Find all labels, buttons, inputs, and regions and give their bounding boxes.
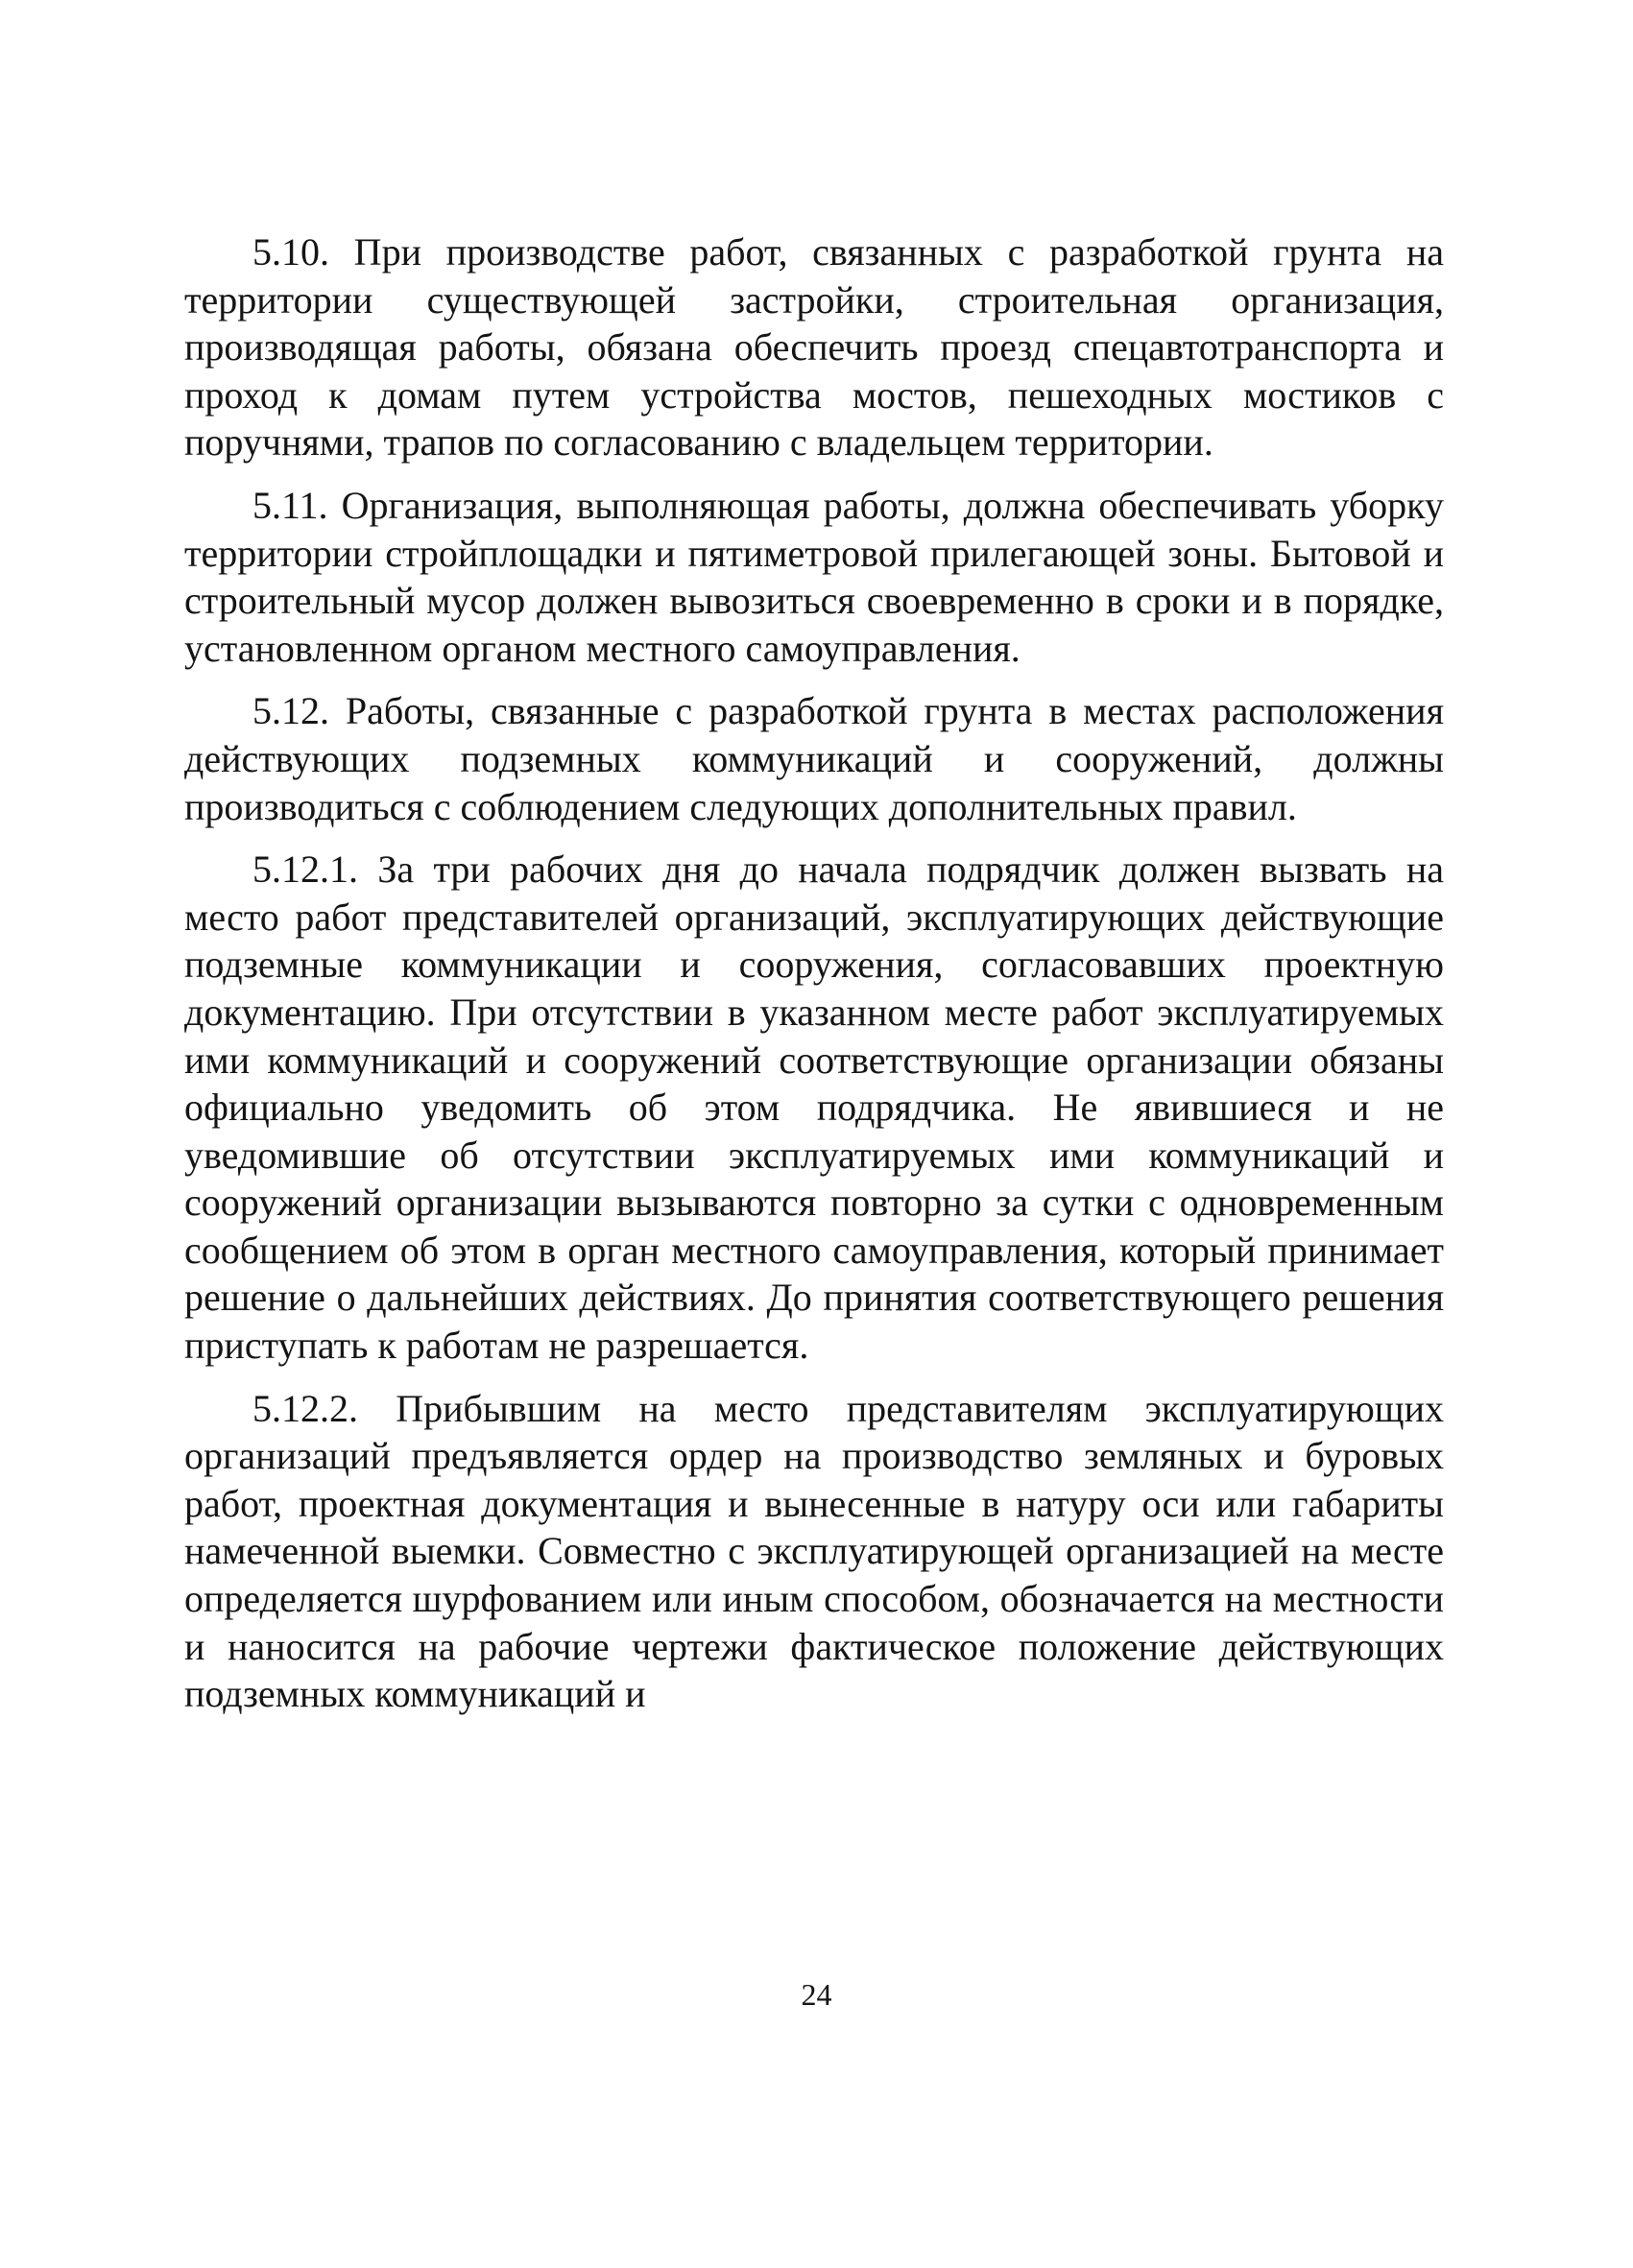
- body-text: [184, 228, 1444, 1718]
- paragraph-5-11: 5.11. Организация, выполняющая работы, должна обеспечивать уборку территории стройплощадки и пятиметровой прилегающей зоны. Бытовой и строительный мусор должен вывозиться своевременно в сроки и в порядке, установленном органом местного самоуправления.: [184, 483, 1444, 670]
- paragraph-5-12-1: 5.12.1. За три рабочих дня до начала подрядчик должен вызвать на место работ представителей организаций, эксплуатирующих действующие подземные коммуникации и сооружения, согласовавших проектную документацию. При отсутствии в указанном месте работ эксплуатируемых ими коммуникаций и сооружений соответствующие организации обязаны официально уведомить об этом подрядчика. Не явившиеся и не уведомившие об отсутствии эксплуатируемых ими коммуникаций и сооружений организации вызываются повторно за сутки с одновременным сообщением об этом в орган местного самоуправления, который принимает решение о дальнейших действиях. До принятия соответствующего решения приступать к работам не разрешается.: [184, 848, 1444, 1368]
- paragraph-5-12-2: 5.12.2. Прибывшим на место представителям эксплуатирующих организаций предъявляется ордер на производство земляных и буровых работ, проектная документация и вынесенные в натуру оси или габариты намеченной выемки. Совместно с эксплуатирующей организацией на месте определяется шурфованием или иным способом, обозначается на местности и наносится на рабочие чертежи фактическое положение действующих подземных коммуникаций и: [184, 1386, 1444, 1716]
- paragraph-5-10: 5.10. При производстве работ, связанных с разработкой грунта на территории существующей застройки, строительная организация, производящая работы, обязана обеспечить проезд спецавтотранспорта и проход к домам путем устройства мостов, пешеходных мостиков с поручнями, трапов по согласованию с владельцем территории.: [184, 230, 1444, 465]
- page-number: 24: [801, 1977, 832, 2012]
- paragraph-5-12: 5.12. Работы, связанные с разработкой грунта в местах расположения действующих подземных коммуникаций и сооружений, должны производиться с соблюдением следующих дополнительных правил.: [184, 689, 1444, 828]
